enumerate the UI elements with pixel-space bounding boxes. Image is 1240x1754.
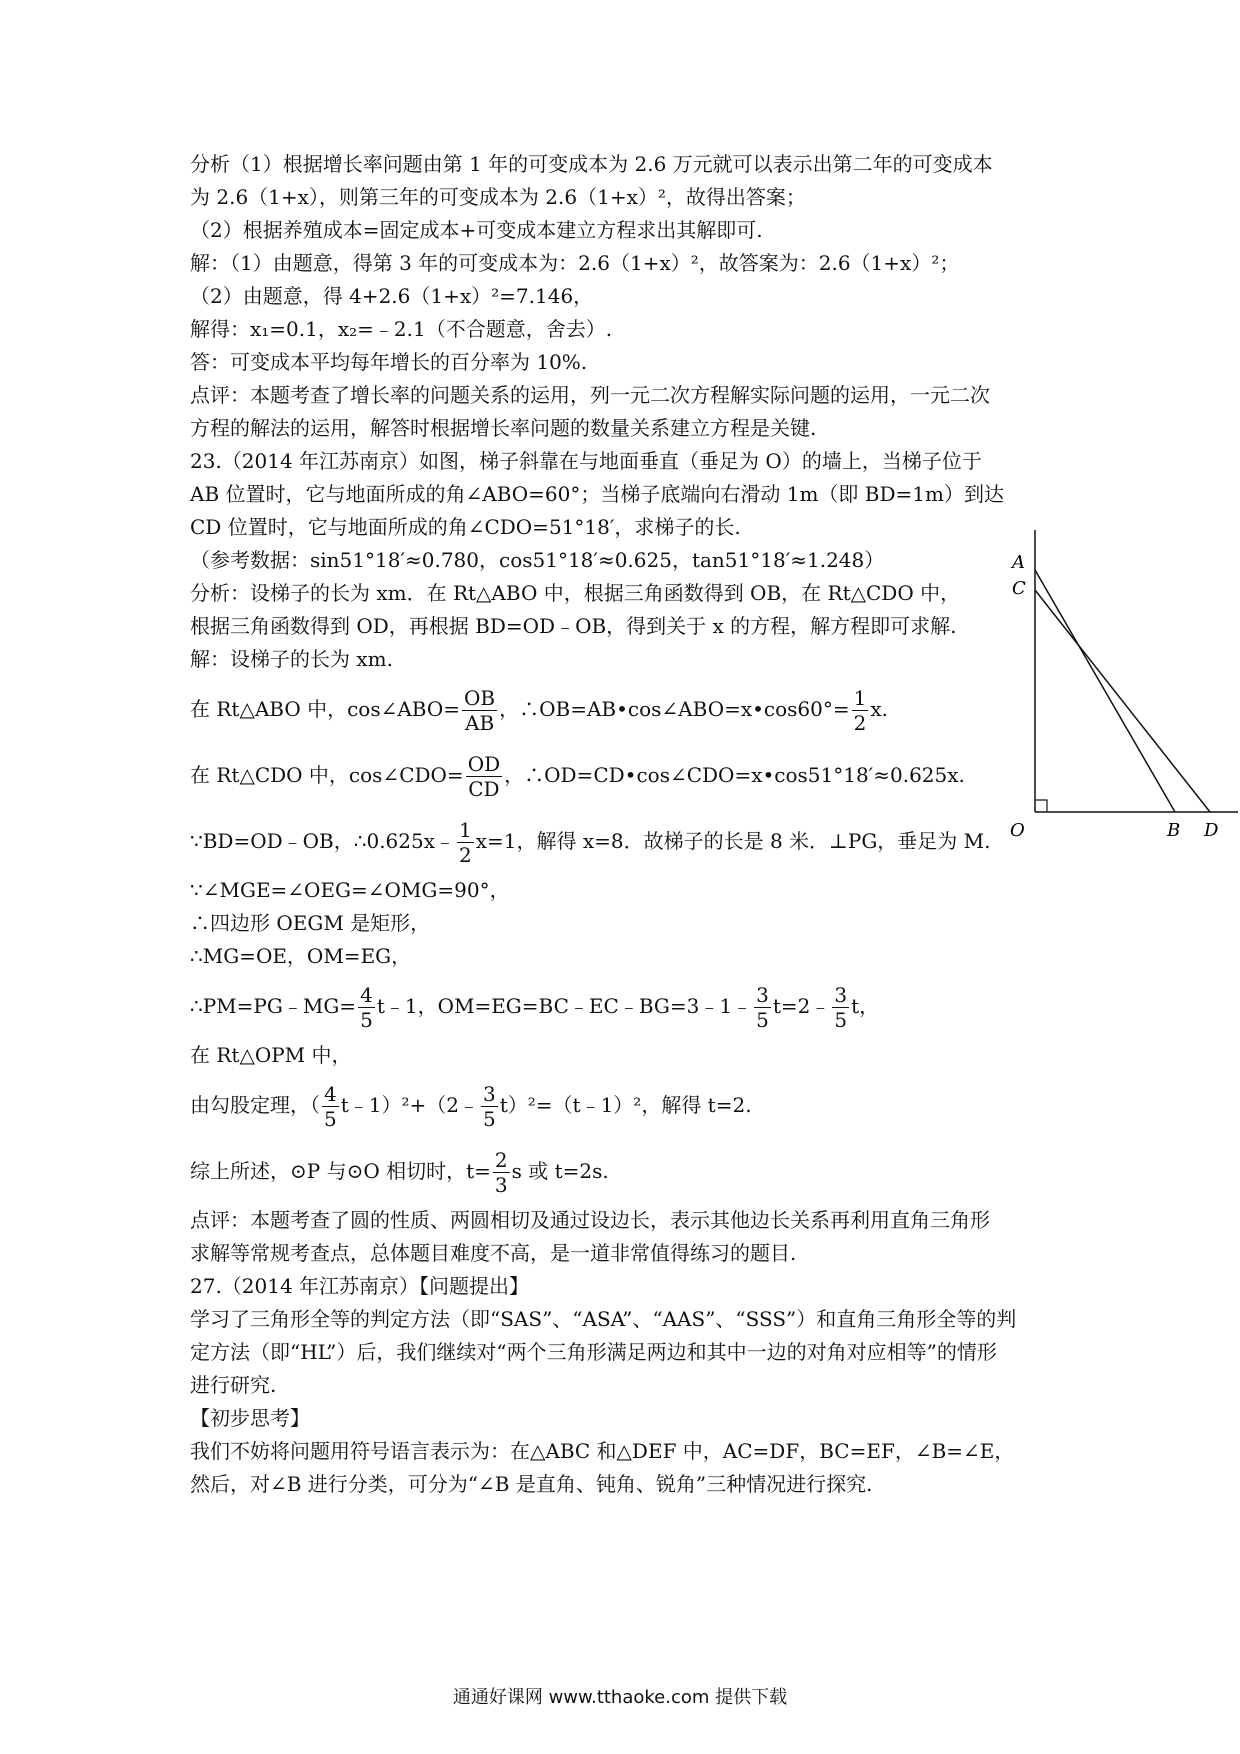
equation-text: t）²=（t﹣1）²，解得 t=2. <box>499 1093 752 1117</box>
text-line: 解：设梯子的长为 xm. <box>190 647 393 671</box>
label-c: C <box>1012 578 1026 599</box>
fraction-numerator: 1 <box>853 686 867 710</box>
fraction <box>754 985 771 1030</box>
text-line: 27.（2014 年江苏南京）【问题提出】 <box>190 1274 530 1298</box>
equation-text: x=1，解得 x=8．故梯子的长是 8 米．⊥PG，垂足为 M. <box>475 829 991 853</box>
text-line: （参考数据：sin51°18′≈0.780，cos51°18′≈0.625，tan51°18′≈1.248） <box>190 548 885 572</box>
text-line: AB 位置时，它与地面所成的角∠ABO=60°；当梯子底端向右滑动 1m（即 BD=1m）到达 <box>190 482 1004 506</box>
right-angle-mark <box>1035 800 1047 812</box>
fraction-denominator: 5 <box>360 1008 373 1032</box>
text-line: 答：可变成本平均每年增长的百分率为 10%. <box>190 350 588 374</box>
equation-text: ，∴OD=CD•cos∠CDO=x•cos51°18′≈0.625x. <box>504 763 965 787</box>
text-line: 然后，对∠B 进行分类，可分为“∠B 是直角、钝角、锐角”三种情况进行探究. <box>190 1472 873 1496</box>
equation-text: t﹣1）²+（2﹣ <box>340 1093 479 1117</box>
equation-line <box>190 742 1060 808</box>
text-line: 定方法（即“HL”）后，我们继续对“两个三角形满足两边和其中一边的对角对应相等”的情形 <box>190 1340 997 1364</box>
text-line: 为 2.6（1+x），则第三年的可变成本为 2.6（1+x）²，故得出答案； <box>190 185 806 209</box>
equation-text: s 或 t=2s. <box>511 1159 609 1183</box>
ladder-cd <box>1035 590 1210 812</box>
text-line: CD 位置时，它与地面所成的角∠CDO=51°18′，求梯子的长. <box>190 515 741 539</box>
text-line: （2）根据养殖成本=固定成本+可变成本建立方程求出其解即可. <box>190 218 763 242</box>
text-line: ∴MG=OE，OM=EG， <box>190 944 412 968</box>
fraction-denominator: 3 <box>494 1173 508 1197</box>
equation-line <box>190 973 1060 1039</box>
fraction <box>852 688 869 733</box>
fraction-numerator: 3 <box>756 983 769 1007</box>
equation-line <box>190 1072 1060 1138</box>
text-line: 求解等常规考查点，总体题目难度不高，是一道非常值得练习的题目. <box>190 1241 797 1265</box>
fraction <box>493 1150 510 1195</box>
text-line: ∴四边形 OEGM 是矩形， <box>190 911 431 935</box>
fraction <box>466 754 502 799</box>
fraction-denominator: 5 <box>324 1107 337 1131</box>
equation-line <box>190 676 1060 742</box>
text-line: 点评：本题考查了圆的性质、两圆相切及通过设边长，表示其他边长关系再利用直角三角形 <box>190 1208 990 1232</box>
fraction <box>462 688 497 733</box>
fraction-denominator: 2 <box>853 711 867 735</box>
text-line: 在 Rt△OPM 中， <box>190 1043 352 1067</box>
label-o: O <box>1010 820 1025 841</box>
fraction-denominator: 5 <box>834 1008 848 1032</box>
equation-text: t， <box>851 994 880 1018</box>
text-line: 分析：设梯子的长为 xm．在 Rt△ABO 中，根据三角函数得到 OB，在 Rt△CDO 中， <box>190 581 961 605</box>
fraction-numerator: 2 <box>494 1148 508 1172</box>
fraction-denominator: 5 <box>483 1107 496 1131</box>
text-line: （2）由题意，得 4+2.6（1+x）²=7.146， <box>190 284 594 308</box>
fraction-numerator: OD <box>467 752 501 776</box>
text-line: 进行研究. <box>190 1373 277 1397</box>
footer-text: 通通好课网 www.tthaoke.com 提供下载 <box>452 1687 788 1708</box>
label-d: D <box>1204 820 1219 841</box>
text-line: 我们不妨将问题用符号语言表示为：在△ABC 和△DEF 中，AC=DF，BC=EF，∠B=∠E， <box>190 1439 1015 1463</box>
fraction-denominator: 5 <box>756 1008 769 1032</box>
text-line: 解：（1）由题意，得第 3 年的可变成本为：2.6（1+x）²，故答案为：2.6（1+x）²； <box>190 251 960 275</box>
text-line: 根据三角函数得到 OD，再根据 BD=OD﹣OB，得到关于 x 的方程，解方程即可求解. <box>190 614 957 638</box>
equation-text: ，∴OB=AB•cos∠ABO=x•cos60°= <box>499 697 850 721</box>
text-line: 学习了三角形全等的判定方法（即“SAS”、“ASA”、“AAS”、“SSS”）和直角三角形全等的判 <box>190 1307 1017 1331</box>
fraction-numerator: 3 <box>483 1082 496 1106</box>
equation-text: ∵BD=OD﹣OB，∴0.625x﹣ <box>190 829 455 853</box>
fraction <box>322 1084 339 1129</box>
fraction-numerator: 4 <box>360 983 373 1007</box>
ladder-ab <box>1035 570 1175 812</box>
text-line: 方程的解法的运用，解答时根据增长率问题的数量关系建立方程是关键. <box>190 416 817 440</box>
fraction <box>457 820 474 865</box>
text-line: ∵∠MGE=∠OEG=∠OMG=90°， <box>190 878 510 902</box>
equation-text: 在 Rt△ABO 中，cos∠ABO= <box>190 697 461 721</box>
fraction-denominator: AB <box>465 711 495 735</box>
text-line: 分析（1）根据增长率问题由第 1 年的可变成本为 2.6 万元就可以表示出第二年的可变成本 <box>190 152 993 176</box>
text-body <box>190 148 1060 1501</box>
equation-text: t=2﹣ <box>772 994 831 1018</box>
equation-text: 在 Rt△CDO 中，cos∠CDO= <box>190 763 464 787</box>
fraction <box>358 985 375 1030</box>
equation-text: ∴PM=PG﹣MG= <box>190 994 357 1018</box>
fraction <box>832 985 849 1030</box>
fraction-numerator: 4 <box>324 1082 337 1106</box>
text-line: 23.（2014 年江苏南京）如图，梯子斜靠在与地面垂直（垂足为 O）的墙上，当梯子位于 <box>190 449 982 473</box>
text-line: 点评：本题考查了增长率的问题关系的运用，列一元二次方程解实际问题的运用，一元二次 <box>190 383 990 407</box>
fraction-denominator: CD <box>468 777 500 801</box>
fraction-numerator: 3 <box>834 983 848 1007</box>
ladder-diagram <box>1010 530 1240 860</box>
equation-text: x. <box>870 697 889 721</box>
fraction-numerator: 1 <box>459 818 472 842</box>
fraction <box>481 1084 498 1129</box>
label-a: A <box>1012 552 1025 573</box>
equation-text: 综上所述，⊙P 与⊙O 相切时，t= <box>190 1159 491 1183</box>
fraction-denominator: 2 <box>459 843 472 867</box>
label-b: B <box>1167 820 1181 841</box>
equation-text: t﹣1，OM=EG=BC﹣EC﹣BG=3﹣1﹣ <box>376 994 753 1018</box>
equation-line <box>190 808 1060 874</box>
fraction-numerator: OB <box>464 686 496 710</box>
text-line: 解得：x₁=0.1，x₂=﹣2.1（不合题意，舍去）. <box>190 317 613 341</box>
equation-line <box>190 1138 1060 1204</box>
text-line: 【初步思考】 <box>190 1406 310 1430</box>
equation-text: 由勾股定理，（ <box>190 1093 320 1117</box>
